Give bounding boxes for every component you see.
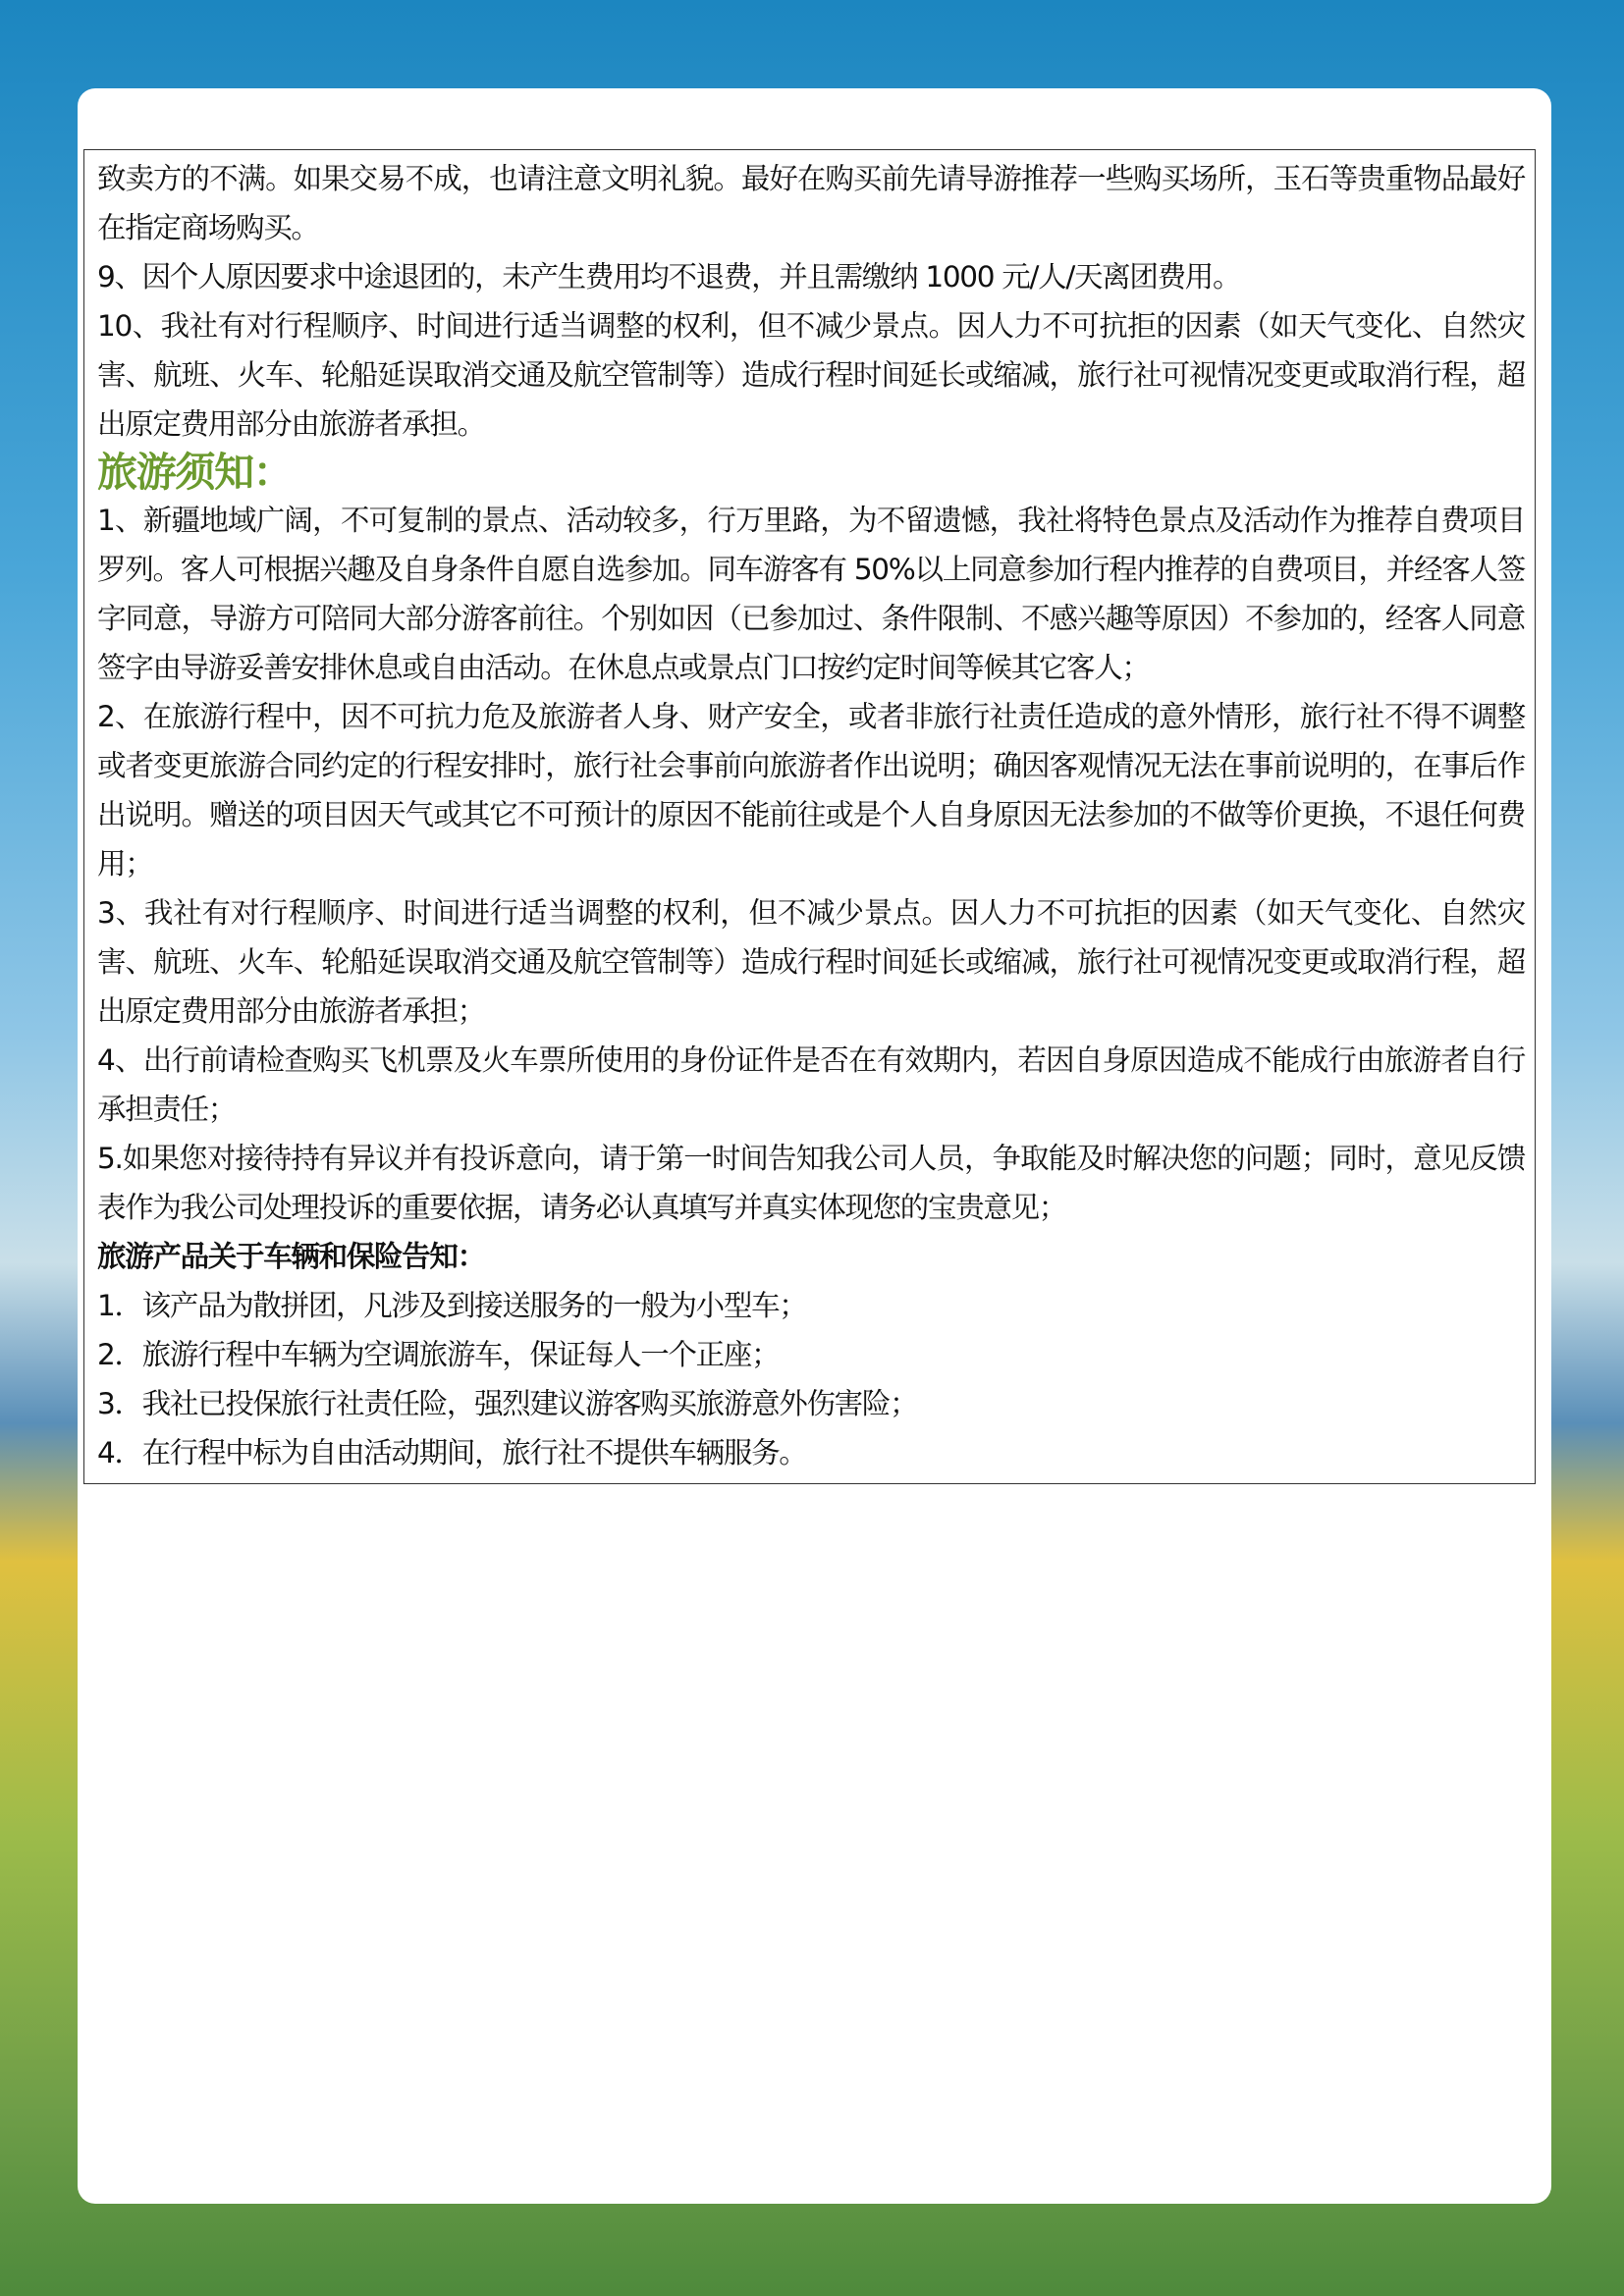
vehicle-heading: 旅游产品关于车辆和保险告知： (97, 1240, 485, 1273)
terms-box (83, 149, 1536, 1484)
paragraph: 9、因个人原因要求中途退团的，未产生费用均不退费，并且需缴纳 1000 元/人/天离团费用。 (97, 260, 1241, 294)
paragraph: 致卖方的不满。如果交易不成，也请注意文明礼貌。最好在购买前先请导游推荐一些购买场所，玉石等贵重物品最好在指定商场购买。 (97, 162, 1525, 244)
notice-item: 3、我社有对行程顺序、时间进行适当调整的权利，但不减少景点。因人力不可抗拒的因素（如天气变化、自然灾害、航班、火车、轮船延误取消交通及航空管制等）造成行程时间延长或缩减，旅行社可视情况变更或取消行程，超出原定费用部分由旅游者承担； (97, 896, 1525, 1028)
vehicle-item: 3．我社已投保旅行社责任险，强烈建议游客购买旅游意外伤害险； (97, 1387, 918, 1420)
notice-item: 2、在旅游行程中，因不可抗力危及旅游者人身、财产安全，或者非旅行社责任造成的意外情形，旅行社不得不调整或者变更旅游合同约定的行程安排时，旅行社会事前向旅游者作出说明；确因客观情况无法在事前说明的，在事后作出说明。赠送的项目因天气或其它不可预计的原因不能前往或是个人自身原因无法参加的不做等价更换，不退任何费用； (97, 700, 1525, 881)
vehicle-item: 2．旅游行程中车辆为空调旅游车，保证每人一个正座； (97, 1338, 780, 1371)
paragraph: 10、我社有对行程顺序、时间进行适当调整的权利，但不减少景点。因人力不可抗拒的因素（如天气变化、自然灾害、航班、火车、轮船延误取消交通及航空管制等）造成行程时间延长或缩减，旅行社可视情况变更或取消行程，超出原定费用部分由旅游者承担。 (97, 309, 1525, 441)
notice-item: 5.如果您对接待持有异议并有投诉意向，请于第一时间告知我公司人员，争取能及时解决您的问题；同时，意见反馈表作为我公司处理投诉的重要依据，请务必认真填写并真实体现您的宝贵意见； (97, 1142, 1525, 1224)
vehicle-item: 1．该产品为散拼团，凡涉及到接送服务的一般为小型车； (97, 1289, 807, 1322)
notice-item: 1、新疆地域广阔，不可复制的景点、活动较多，行万里路，为不留遗憾，我社将特色景点及活动作为推荐自费项目罗列。客人可根据兴趣及自身条件自愿自选参加。同车游客有 50%以上同意参加行程内推荐的自费项目，并经客人签字同意，导游方可陪同大部分游客前往。个别如因（已参加过、条件限制、不感兴趣等原因）不参加的，经客人同意签字由导游妥善安排休息或自由活动。在休息点或景点门口按约定时间等候其它客人； (97, 504, 1525, 684)
vehicle-item: 4．在行程中标为自由活动期间，旅行社不提供车辆服务。 (97, 1436, 807, 1469)
notice-item: 4、出行前请检查购买飞机票及火车票所使用的身份证件是否在有效期内，若因自身原因造成不能成行由旅游者自行承担责任； (97, 1043, 1525, 1126)
notice-heading: 旅游须知： (97, 449, 293, 496)
